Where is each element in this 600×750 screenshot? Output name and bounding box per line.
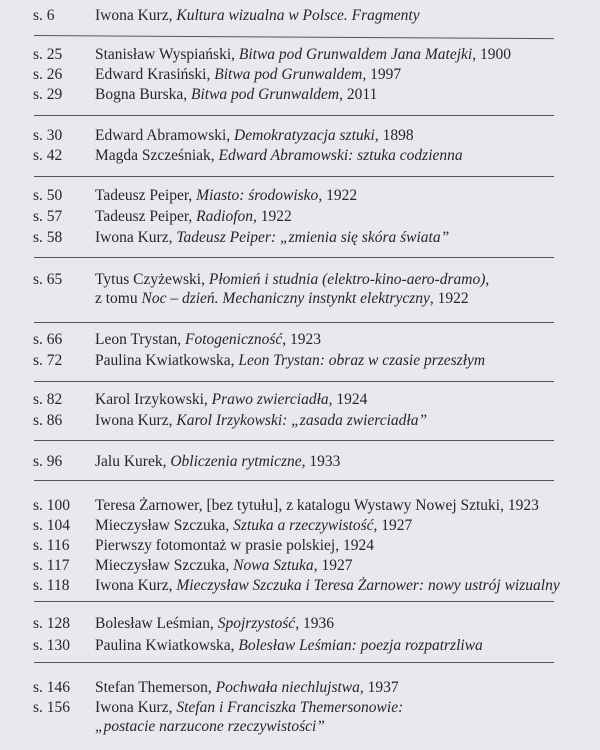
entry-author: Bolesław Leśmian,: [95, 615, 214, 632]
entry-title: Miasto: środowisko: [196, 187, 319, 204]
page-number: s. 6: [33, 7, 55, 24]
entry-author: Stanisław Wyspiański,: [95, 46, 235, 63]
entry-title: Radiofon: [196, 208, 254, 225]
entry-title: Pochwała niechlujstwa: [215, 679, 360, 696]
entry-title: Stefan i Franciszka Themersonowie:: [176, 699, 404, 716]
entry-year: , 2011: [339, 86, 378, 103]
entry-title: Fotogeniczność: [185, 331, 283, 348]
entry-author: Iwona Kurz,: [95, 699, 173, 716]
page-number: s. 104: [33, 517, 71, 534]
divider: [34, 115, 554, 116]
page-number: s. 30: [33, 127, 63, 144]
entry-continuation: [95, 717, 403, 736]
page-number: s. 117: [33, 557, 70, 574]
page-number: s. 72: [33, 352, 63, 369]
entry-title: Prawo zwierciadła: [211, 391, 329, 408]
page-number: s. 128: [33, 615, 71, 632]
entry-author: Teresa Żarnower,: [95, 497, 203, 514]
page-number: s. 50: [33, 187, 63, 204]
page-number: s. 146: [33, 679, 71, 696]
entry-year: , 1937: [359, 679, 399, 696]
entry-title: Kultura wizualna w Polsce. Fragmenty: [176, 7, 420, 24]
entry-year: , 1927: [373, 517, 413, 534]
entry-punct: ,: [485, 271, 490, 288]
divider: [34, 480, 554, 481]
entry-author: Iwona Kurz,: [95, 7, 173, 24]
page-number: s. 156: [33, 699, 71, 716]
entry-author: Iwona Kurz,: [95, 412, 173, 429]
entry-author: Iwona Kurz,: [95, 229, 173, 246]
entry-year: , 1922: [429, 290, 469, 307]
entry-title: Bitwa pod Grunwaldem Jana Matejki: [238, 46, 473, 63]
entry-description: Pierwszy fotomontaż w prasie polskiej, 1924: [95, 537, 374, 554]
entry-year: , 1997: [362, 66, 402, 83]
entry-author: Edward Abramowski,: [95, 127, 231, 144]
page-number: s. 25: [33, 46, 63, 63]
entry-year: , 1900: [472, 46, 511, 63]
page-number: s. 57: [33, 208, 63, 225]
entry-author: Jalu Kurek,: [95, 453, 167, 470]
entry-author: Edward Krasiński,: [95, 66, 211, 83]
entry-year: , 1922: [253, 208, 292, 225]
page-number: s. 130: [33, 637, 71, 654]
divider: [34, 322, 554, 323]
page-number: s. 100: [33, 497, 71, 514]
entry-title: Noc – dzień. Mechaniczny instynkt elektryczny: [141, 290, 430, 307]
entry-author: Karol Irzykowski,: [95, 391, 208, 408]
entry-author: Tytus Czyżewski,: [95, 271, 205, 288]
entry-author: Mieczysław Szczuka,: [95, 557, 230, 574]
entry-year: , 1923: [282, 331, 322, 348]
entry-title: Bitwa pod Grunwaldem: [191, 86, 340, 103]
page-number: s. 42: [33, 147, 63, 164]
page-number: s. 82: [33, 391, 63, 408]
entry-year: , 1924: [328, 391, 368, 408]
page-number: s. 65: [33, 271, 63, 288]
entry-year: , 1927: [313, 557, 353, 574]
entry-author: Iwona Kurz,: [95, 577, 173, 594]
entry-year: , 1922: [318, 187, 358, 204]
entry-author: Tadeusz Peiper,: [95, 187, 193, 204]
entry-year: , 1933: [301, 453, 341, 470]
entry-author: Mieczysław Szczuka,: [95, 517, 230, 534]
entry-title: Bitwa pod Grunwaldem: [214, 66, 363, 83]
page-number: s. 26: [33, 66, 63, 83]
entry-author: Paulina Kwiatkowska,: [95, 352, 235, 369]
page-number: s. 66: [33, 331, 63, 348]
page-number: s. 118: [33, 577, 70, 594]
page-number: s. 58: [33, 229, 63, 246]
entry-title: Obliczenia rytmiczne: [170, 453, 302, 470]
entry-year: , 1936: [295, 615, 334, 632]
page-number: s. 116: [33, 537, 70, 554]
entry-author: Tadeusz Peiper,: [95, 208, 193, 225]
entry-author: Leon Trystan,: [95, 331, 182, 348]
entry-title: Bolesław Leśmian: poezja rozpatrzliwa: [238, 637, 483, 654]
entry-title: Nowa Sztuka: [233, 557, 314, 574]
divider: [34, 35, 554, 39]
entry-author: Stefan Themerson,: [95, 679, 212, 696]
divider: [34, 176, 554, 177]
divider: [34, 440, 554, 441]
entry-title: Tadeusz Peiper: „zmienia się skóra świata”: [176, 229, 450, 246]
entry-description: [bez tytułu], z katalogu Wystawy Nowej Sztuki, 1923: [206, 497, 539, 514]
divider: [34, 381, 554, 382]
entry-title: Demokratyzacja sztuki: [234, 127, 375, 144]
divider: [34, 257, 554, 258]
entry-author: Bogna Burska,: [95, 86, 188, 103]
divider: [34, 601, 554, 602]
page-number: s. 96: [33, 453, 63, 470]
entry-title: Leon Trystan: obraz w czasie przeszłym: [238, 352, 486, 369]
entry-year: , 1898: [374, 127, 414, 144]
entry-author: Magda Szcześniak,: [95, 147, 215, 164]
entry-title: Karol Irzykowski: „zasada zwierciadła”: [176, 412, 428, 429]
entry-title: Spojrzystość: [217, 615, 296, 632]
divider: [34, 662, 554, 663]
entry-title: Edward Abramowski: sztuka codzienna: [218, 147, 463, 164]
entry-title: Płomień i studnia (elektro-kino-aero-dramo): [208, 271, 486, 288]
entry-title: Sztuka a rzeczywistość: [233, 517, 374, 534]
entry-title: Mieczysław Szczuka i Teresa Żarnower: nowy ustrój wizualny: [176, 577, 560, 594]
entry-title: „postacie narzucone rzeczywistości”: [95, 718, 325, 735]
entry-prefix: z tomu: [95, 290, 142, 307]
page-number: s. 29: [33, 86, 63, 103]
entry-author: Paulina Kwiatkowska,: [95, 637, 235, 654]
entry-continuation: [95, 289, 489, 308]
page-number: s. 86: [33, 412, 63, 429]
